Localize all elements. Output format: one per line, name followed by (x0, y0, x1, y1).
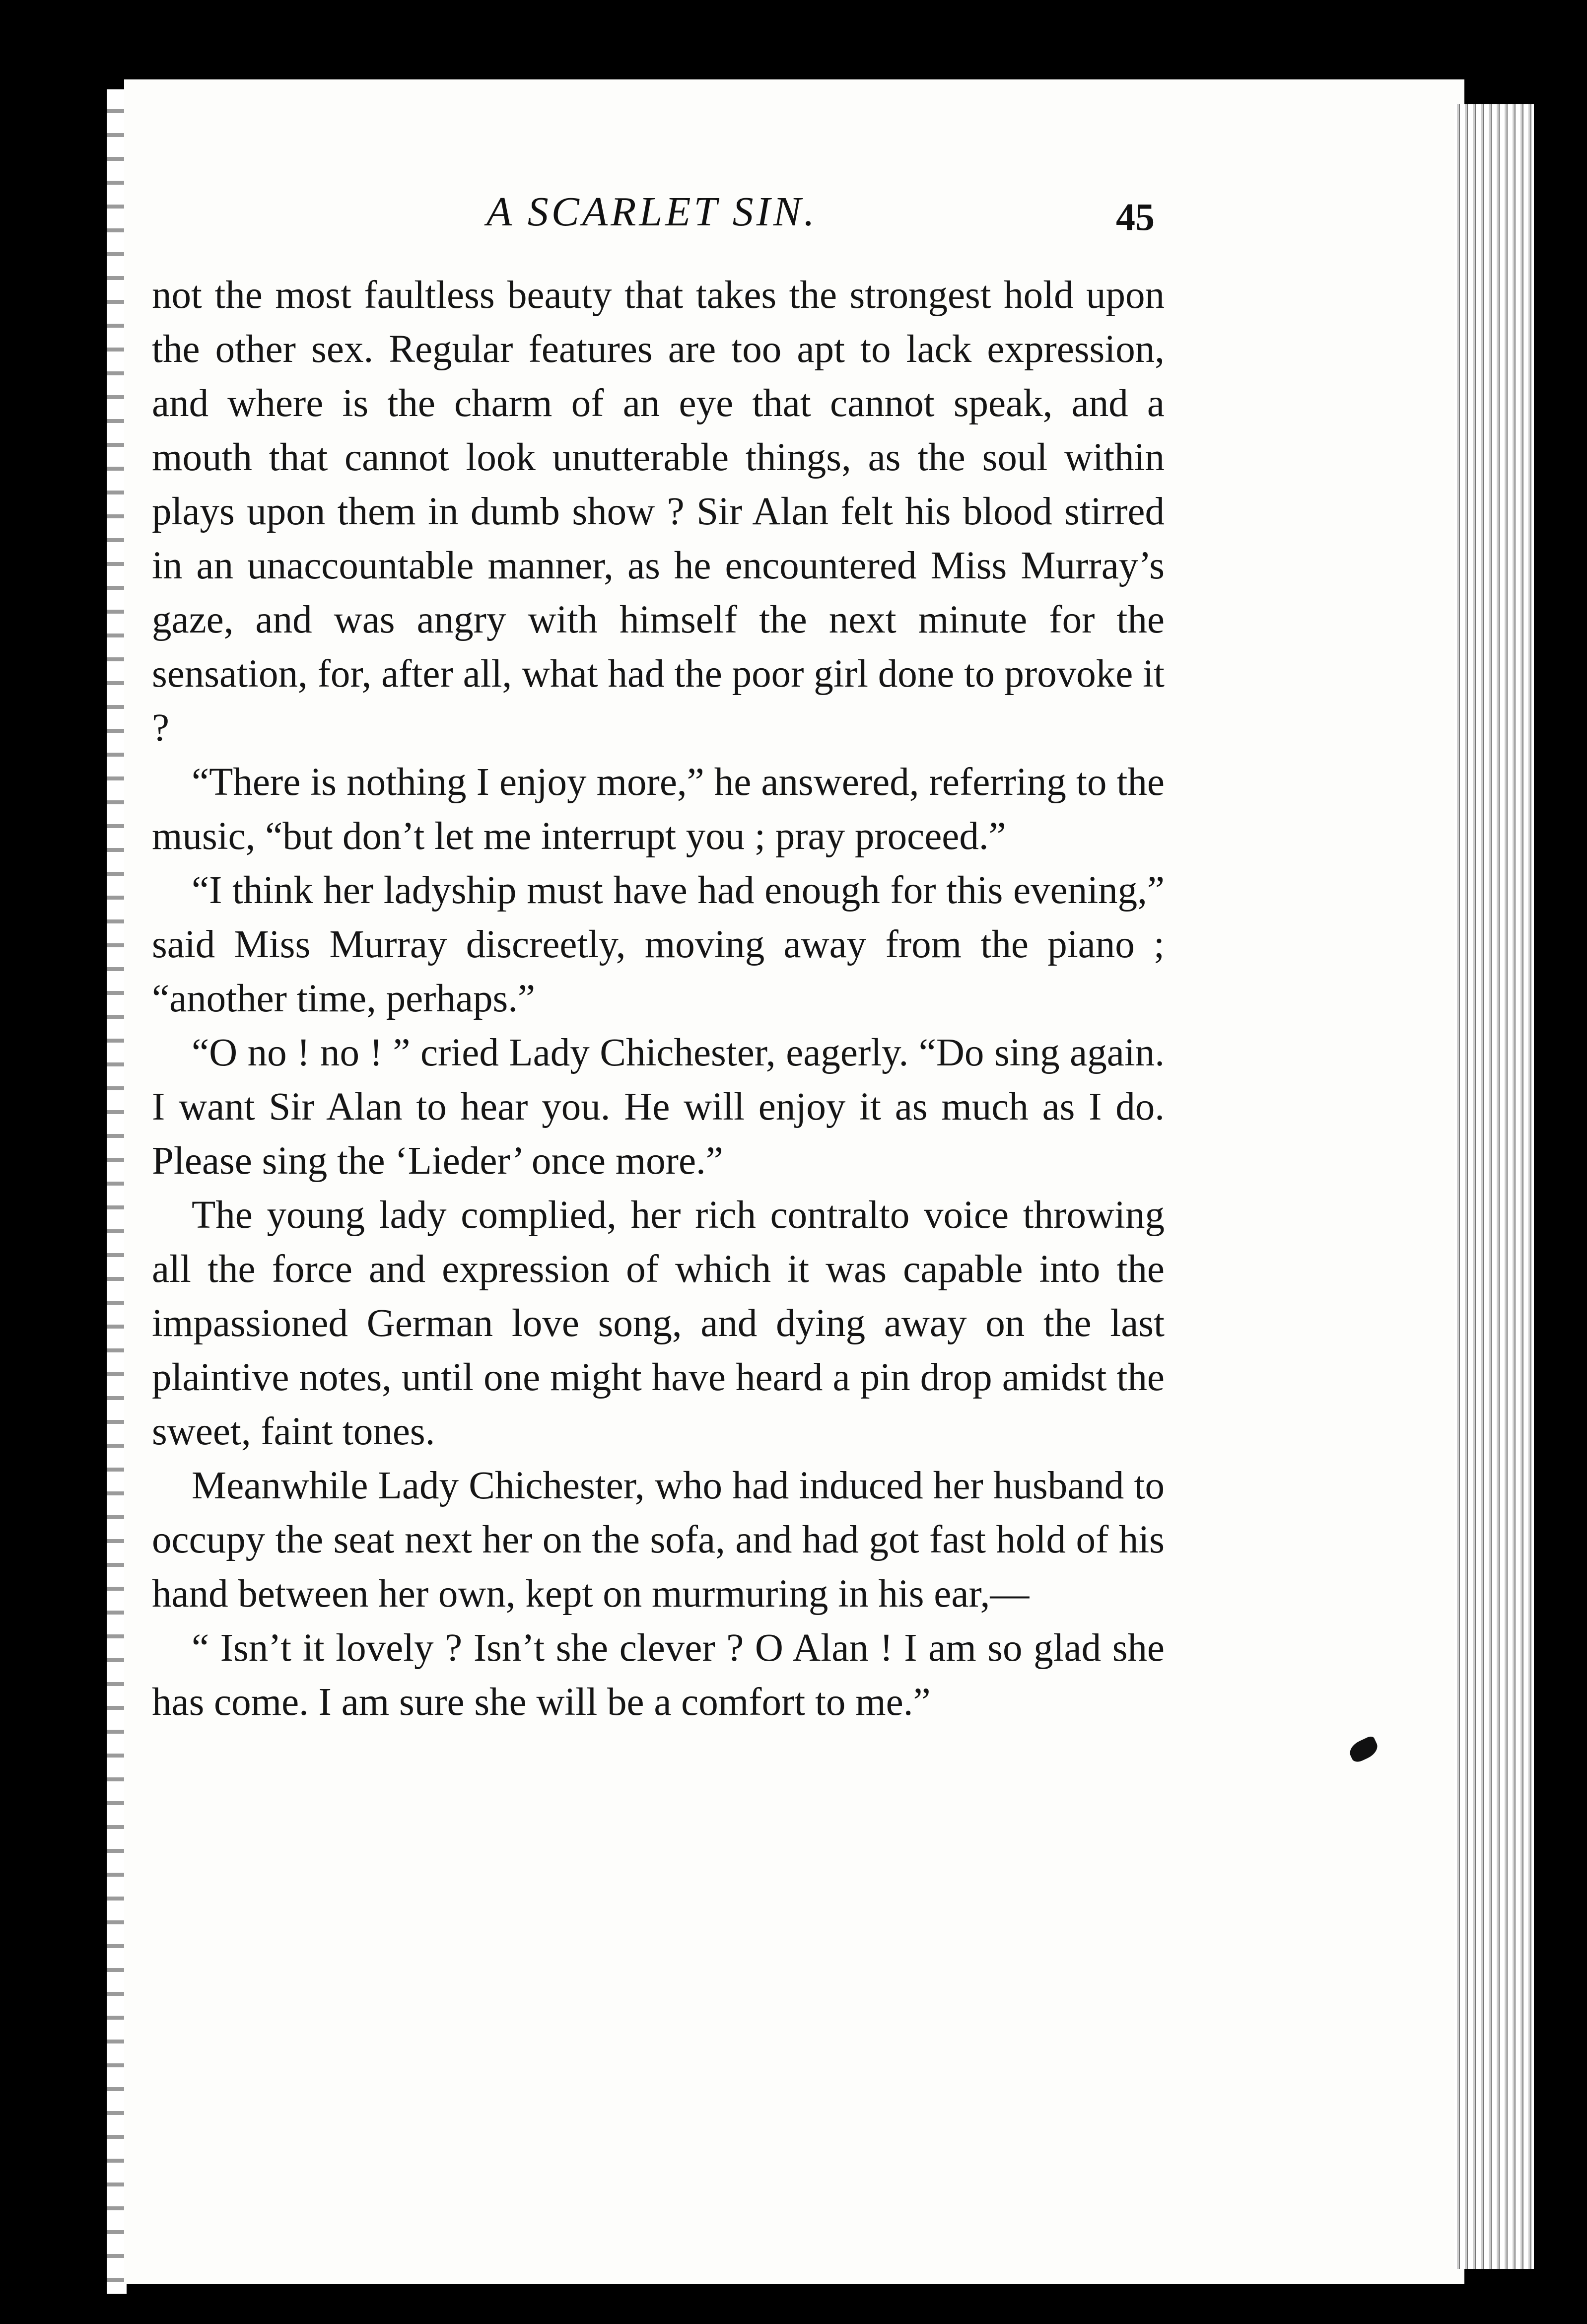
paragraph: Meanwhile Lady Chichester, who had induced her husband to occupy the seat next her on the sofa, and had got fast hold of his hand between her own, kept on murmuring in his ear,— (152, 1464, 1165, 1616)
running-title: A SCARLET SIN. (486, 189, 818, 235)
page-stack-edge (1454, 104, 1534, 2269)
page-left-edge (107, 89, 127, 2294)
page-number: 45 (1116, 195, 1155, 238)
page-body (152, 268, 1165, 1729)
paragraph: “There is nothing I enjoy more,” he answered, referring to the music, “but don’t let me interrupt you ; pray proceed.” (152, 761, 1165, 858)
paragraph: not the most faultless beauty that takes the strongest hold upon the other sex. Regular features are too apt to lack expression, and where is the charm of an eye that cannot speak, and a mouth that cannot look unutterable things, as the soul within plays upon them in dumb show ? Sir Alan felt his blood stirred in an unaccountable manner, as he encountered Miss Murray’s gaze, and was angry with himself the next minute for the sensation, for, after all, what had the poor girl done to provoke it ? (152, 274, 1165, 750)
paragraph: “I think her ladyship must have had enough for this evening,” said Miss Murray discreetly, moving away from the piano ; “another time, perhaps.” (152, 869, 1165, 1020)
paragraph: The young lady complied, her rich contralto voice throwing all the force and expression of which it was capable into the impassioned German love song, and dying away on the last plaintive notes, until one might have heard a pin drop amidst the sweet, faint tones. (152, 1194, 1165, 1453)
paragraph: “ Isn’t it lovely ? Isn’t she clever ? O Alan ! I am so glad she has come. I am sure she will be a comfort to me.” (152, 1626, 1165, 1724)
paragraph: “O no ! no ! ” cried Lady Chichester, eagerly. “Do sing again. I want Sir Alan to hear you. He will enjoy it as much as I do. Please sing the ‘Lieder’ once more.” (152, 1031, 1165, 1183)
